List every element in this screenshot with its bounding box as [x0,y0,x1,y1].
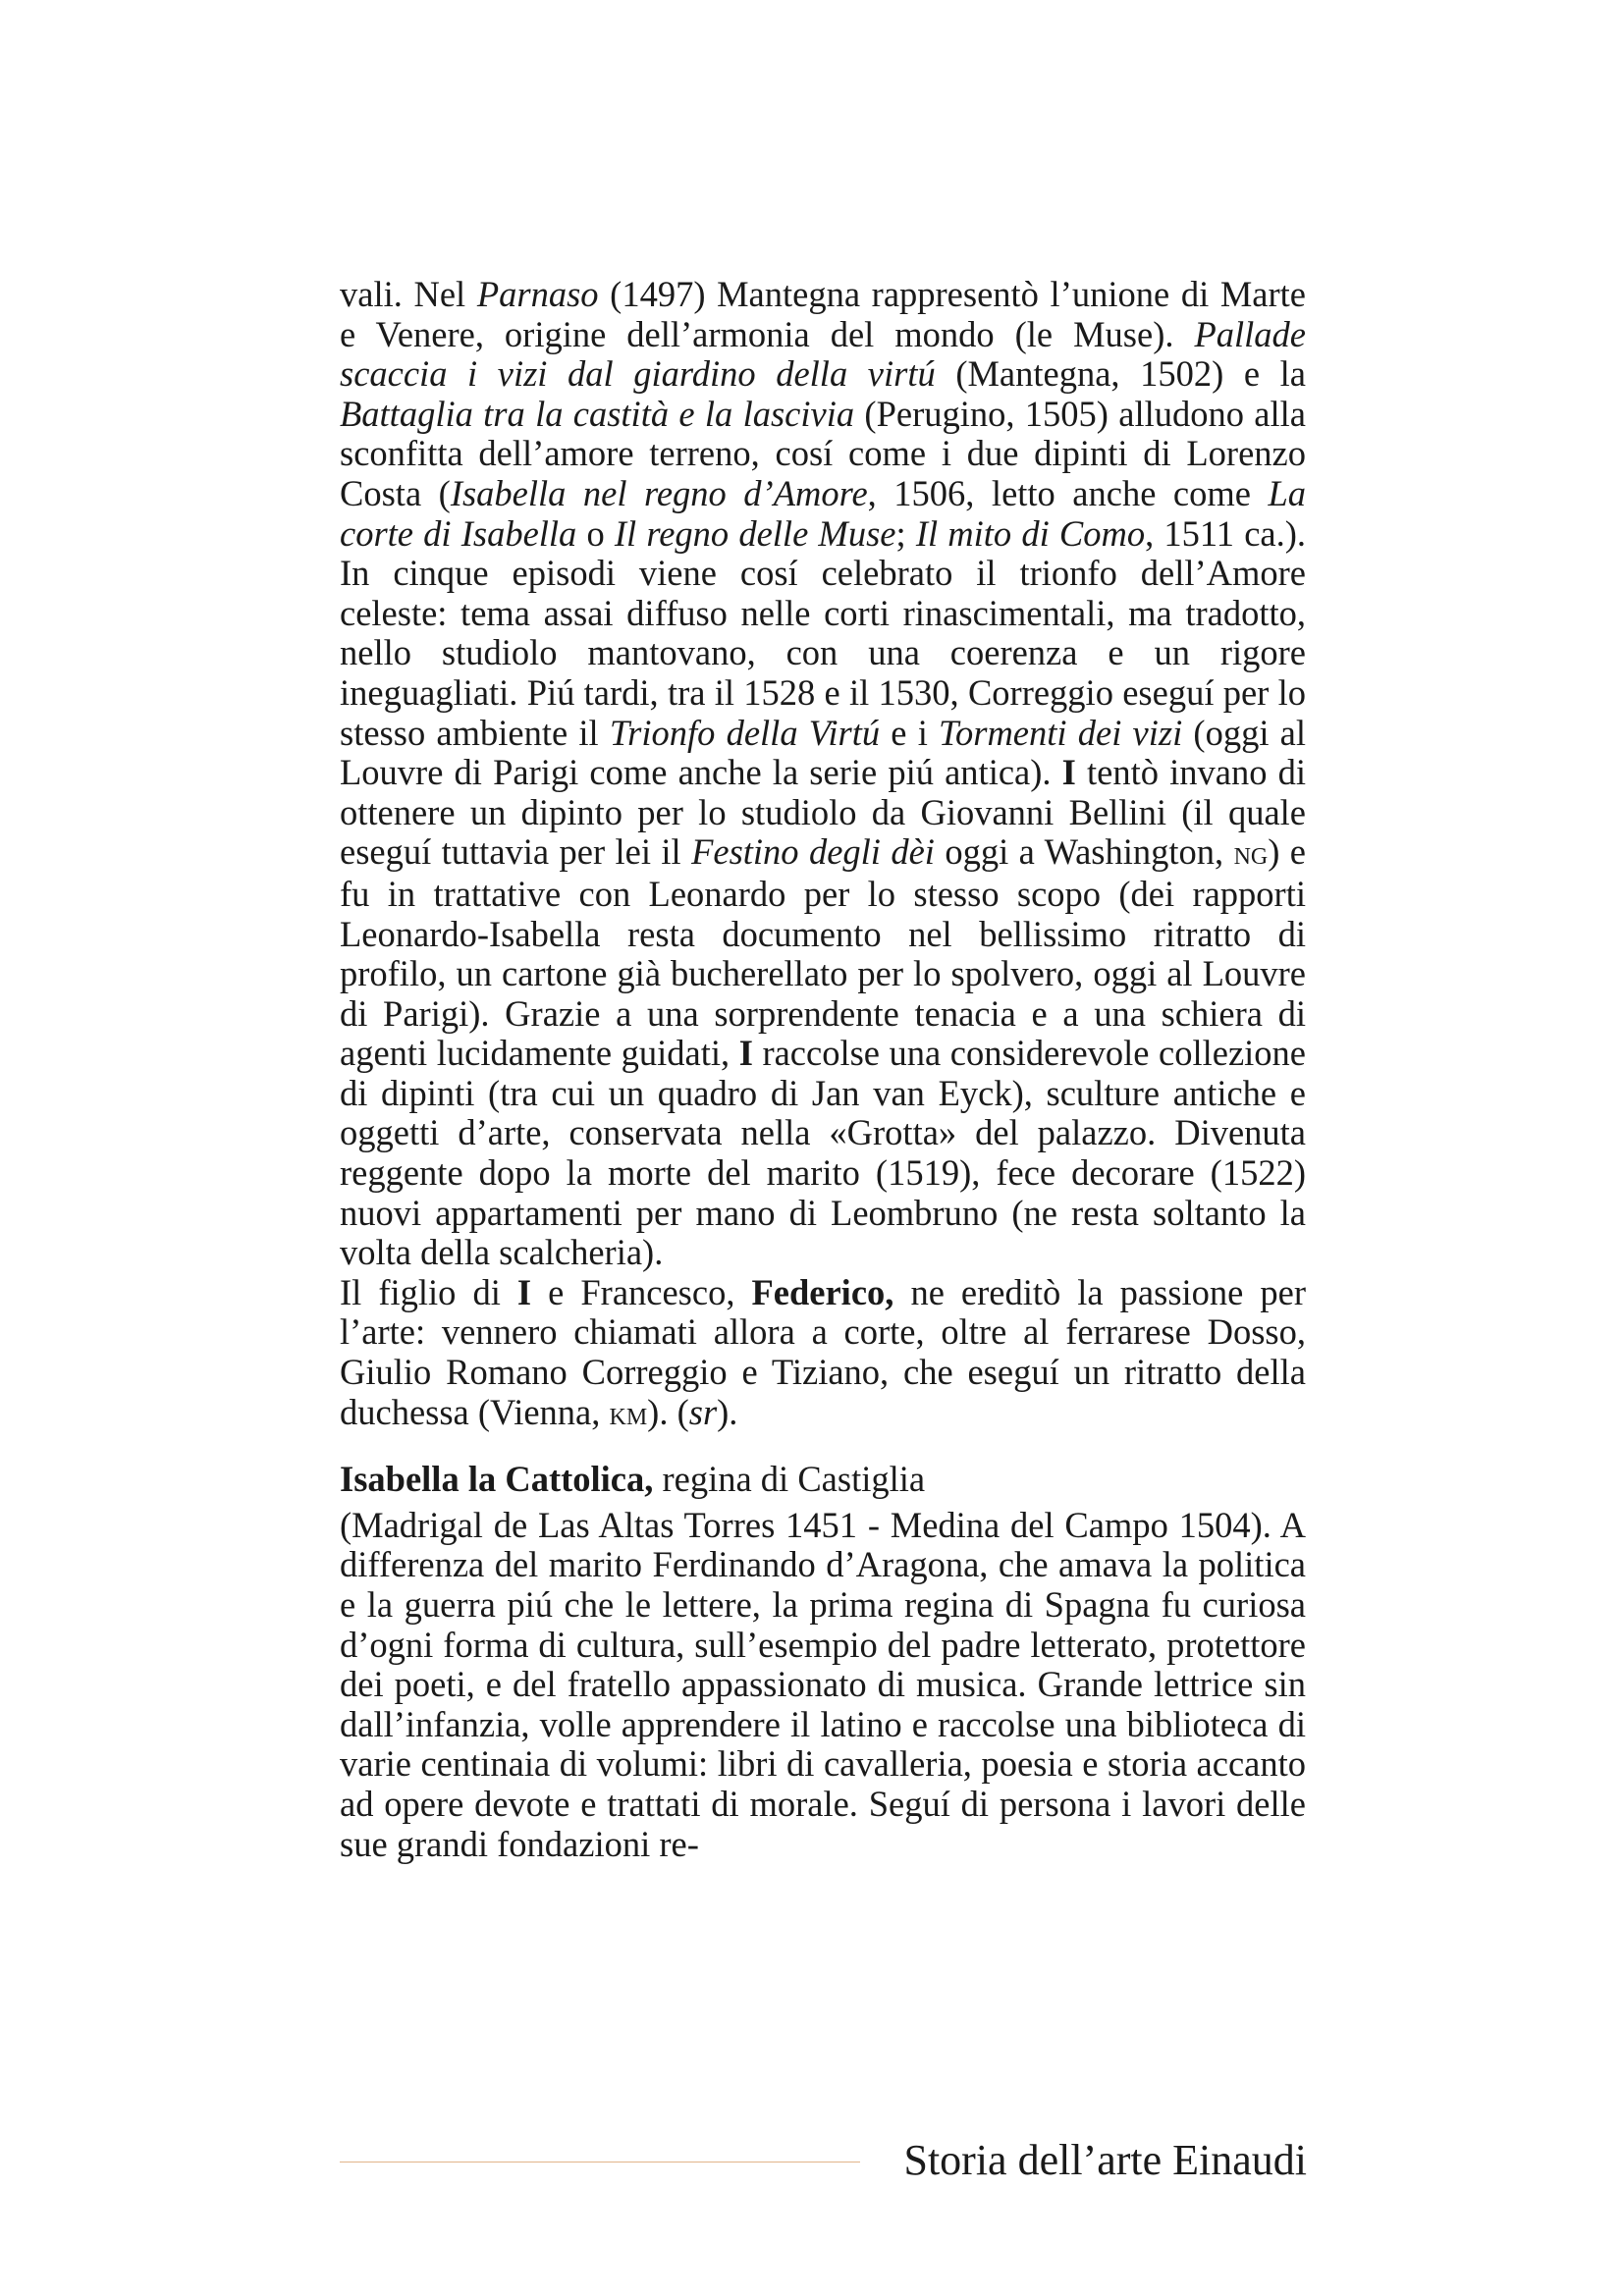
entry-subtitle: regina di Castiglia [653,1459,926,1500]
text-run: (Mantegna, 1502) e la [935,353,1306,395]
text-run: Il figlio di [340,1271,517,1312]
text-run: oggi a Washington, [934,831,1234,873]
text-run: e i [880,712,940,753]
text-run: e Francesco, [531,1271,752,1312]
entry-abbreviation: I [516,1271,532,1312]
text-run: (Perugino, 1505) alludono alla sconfitta dell’amore terreno, cosí come i due dipinti di Lorenzo Costa ( [340,393,1306,513]
museum-abbreviation: ng [1233,835,1269,873]
museum-abbreviation: km [609,1395,648,1432]
artwork-title: Tormenti dei vizi [939,712,1183,753]
artwork-title: Il mito di Como [915,512,1146,554]
entry-abbreviation: I [1061,752,1076,793]
text-run: ) e fu in trattative con Leonardo per lo stesso scopo (dei rapporti Leonardo-Isabella resta documento nel bellissimo ritratto di profilo, un cartone già bucherellato per lo spolvero, oggi al Louvre di Parigi). Grazie a una sorprendente tenacia e a una schiera di agenti lucidamente guidati, [340,831,1306,1074]
text-run: (1497) Mantegna rappresentò l’unione di Marte e Venere, origine dell’armonia del mondo (le Muse). [340,274,1306,354]
artwork-title: Parnaso [476,274,599,314]
paragraph-isabella-la-cattolica: (Madrigal de Las Altas Torres 1451 - Medina del Campo 1504). A differenza del marito Ferdinando d’Aragona, che amava la politica e la guerra piú che le lettere, la prima regina di Spagna fu curiosa d’ogni forma di cultura, sull’esempio del padre letterato, protettore dei poeti, e del fratello appassionato di musica. Grande lettrice sin dall’infanzia, volle apprendere il latino e raccolse una biblioteca di varie centinaia di volumi: libri di cavalleria, poesia e storia accanto ad opere devote e trattati di morale. Seguí di persona i lavori delle sue grandi fondazioni re- [340,1504,1306,1864]
entry-heading [340,1460,1306,1500]
paragraph-isabella-d-este-continued [340,275,1306,1273]
cross-reference: Federico, [751,1271,894,1312]
footer-rule [340,2162,860,2163]
text-run: ). ( [647,1391,689,1432]
artwork-title: Pallade scaccia i vizi dal giardino della virtú [340,313,1306,395]
artwork-title: Isabella nel regno d’Amore [450,472,868,513]
text-run: , 1506, letto anche come [867,472,1269,513]
text-run: tentò invano di ottenere un dipinto per lo studiolo da Giovanni Bellini (il quale eseguí tuttavia per lei il [340,752,1306,873]
author-initials: sr [688,1391,718,1432]
artwork-title: Trionfo della Virtú [609,712,881,753]
artwork-title: Battaglia tra la castità e la lascivia [340,393,855,434]
artwork-title: Il regno delle Muse [614,512,896,554]
text-run: ; [895,512,916,554]
main-text [340,275,1306,1864]
entry-abbreviation: I [738,1033,753,1074]
artwork-title: Festino degli dèi [691,831,935,873]
paragraph-federico [340,1273,1306,1434]
footer-title: Storia dell’arte Einaudi [903,2136,1307,2184]
text-run: o [576,512,615,554]
text-run: ne ereditò la passione per l’arte: vennero chiamati allora a corte, oltre al ferrarese Dosso, Giulio Romano Correggio e Tiziano, che eseguí un ritratto della duchessa (Vienna, [340,1271,1307,1432]
text-run: raccolse una considerevole collezione di dipinti (tra cui un quadro di Jan van Eyck), sculture antiche e oggetti d’arte, conservata nella «Grotta» del palazzo. Divenuta reggente dopo la morte del marito (1519), fece decorare (1522) nuovi appartamenti per mano di Leombruno (ne resta soltanto la volta della scalcheria). [340,1033,1307,1273]
text-run: , 1511 ca.). In cinque episodi viene cosí celebrato il trionfo dell’Amore celeste: tema assai diffuso nelle corti rinascimentali, ma tradotto, nello studiolo mantovano, con una coerenza e un rigore ineguagliati. Piú tardi, tra il 1528 e il 1530, Correggio eseguí per lo stesso ambiente il [340,512,1306,753]
artwork-title: La corte di Isabella [340,472,1307,554]
text-run: ). [717,1391,738,1432]
text-run: (oggi al Louvre di Parigi come anche la serie piú antica). [340,712,1307,793]
entry-headword: Isabella la Cattolica, [340,1459,654,1500]
text-run: vali. Nel [340,274,477,314]
